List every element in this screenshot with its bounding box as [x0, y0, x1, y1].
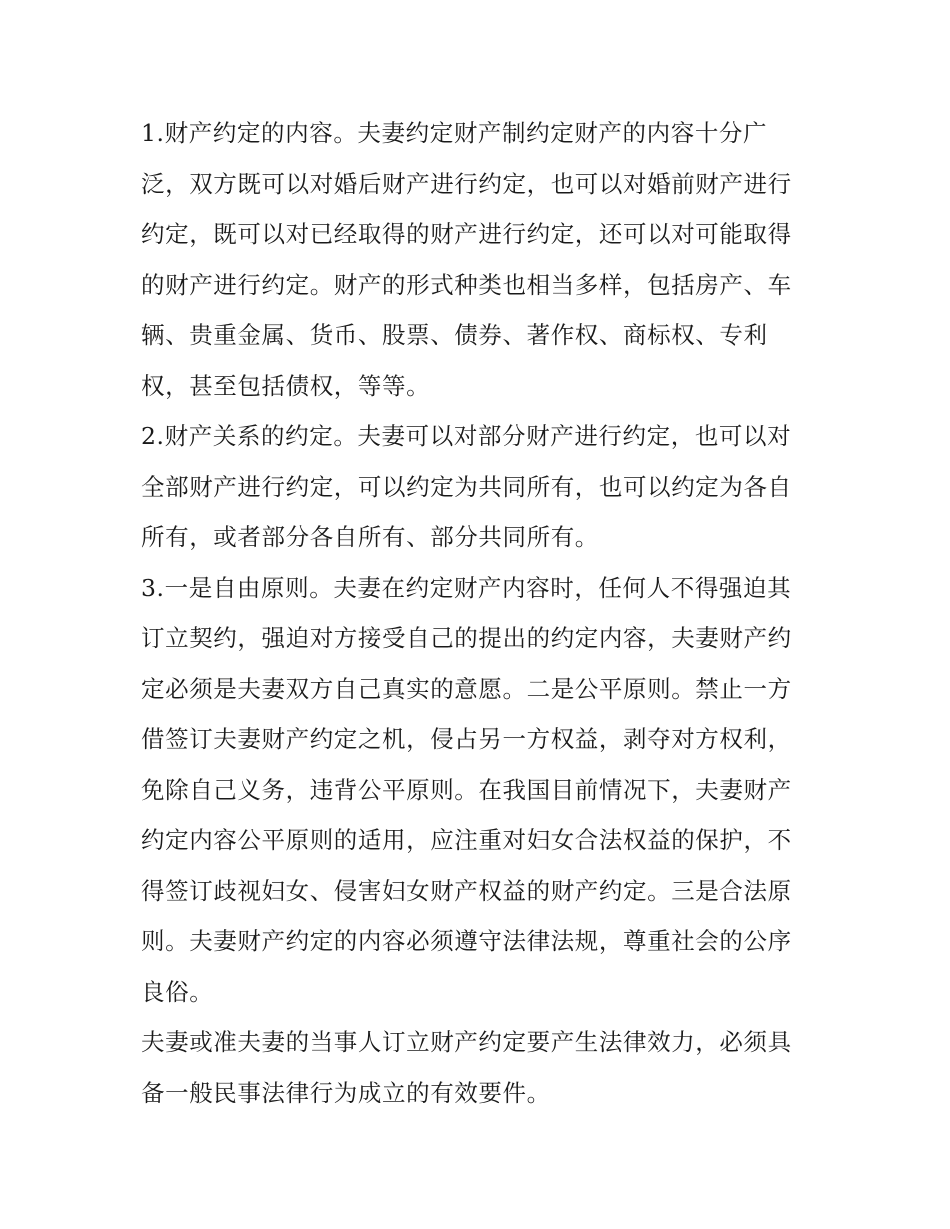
text-line: 借签订夫妻财产约定之机，侵占另一方权益，剥夺对方权利， — [141, 725, 792, 753]
text-line: 泛，双方既可以对婚后财产进行约定，也可以对婚前财产进行 — [141, 169, 792, 198]
text-line: 约定，既可以对已经取得的财产进行约定，还可以对可能取得 — [141, 220, 792, 248]
text-line: 的财产进行约定。财产的形式种类也相当多样，包括房产、车 — [141, 270, 792, 299]
text-line: 得签订歧视妇女、侵害妇女财产权益的财产约定。三是合法原 — [141, 876, 792, 905]
text-line: 备一般民事法律行为成立的有效要件。 — [141, 1078, 551, 1107]
text-line: 约定内容公平原则的适用，应注重对妇女合法权益的保护，不 — [141, 826, 792, 854]
text-line: 3.一是自由原则。夫妻在约定财产内容时，任何人不得强迫其 — [141, 573, 792, 602]
text-line: 1.财产约定的内容。夫妻约定财产制约定财产的内容十分广 — [141, 119, 768, 147]
text-line: 订立契约，强迫对方接受自己的提出的约定内容，夫妻财产约 — [141, 624, 792, 652]
text-line: 定必须是夫妻双方自己真实的意愿。二是公平原则。禁止一方 — [141, 674, 792, 703]
text-line: 夫妻或准夫妻的当事人订立财产约定要产生法律效力，必须具 — [141, 1028, 792, 1056]
text-line: 全部财产进行约定，可以约定为共同所有，也可以约定为各自 — [141, 472, 792, 501]
text-line: 良俗。 — [141, 977, 214, 1006]
text-line: 辆、贵重金属、货币、股票、债券、著作权、商标权、专利 — [141, 321, 768, 349]
text-line: 权，甚至包括债权，等等。 — [141, 371, 431, 400]
text-line: 则。夫妻财产约定的内容必须遵守法律法规，尊重社会的公序 — [141, 927, 792, 955]
text-line: 所有，或者部分各自所有、部分共同所有。 — [141, 523, 599, 551]
document-body — [141, 108, 821, 1118]
text-line: 免除自己义务，违背公平原则。在我国目前情况下，夫妻财产 — [141, 775, 792, 804]
text-line: 2.财产关系的约定。夫妻可以对部分财产进行约定，也可以对 — [141, 422, 792, 450]
